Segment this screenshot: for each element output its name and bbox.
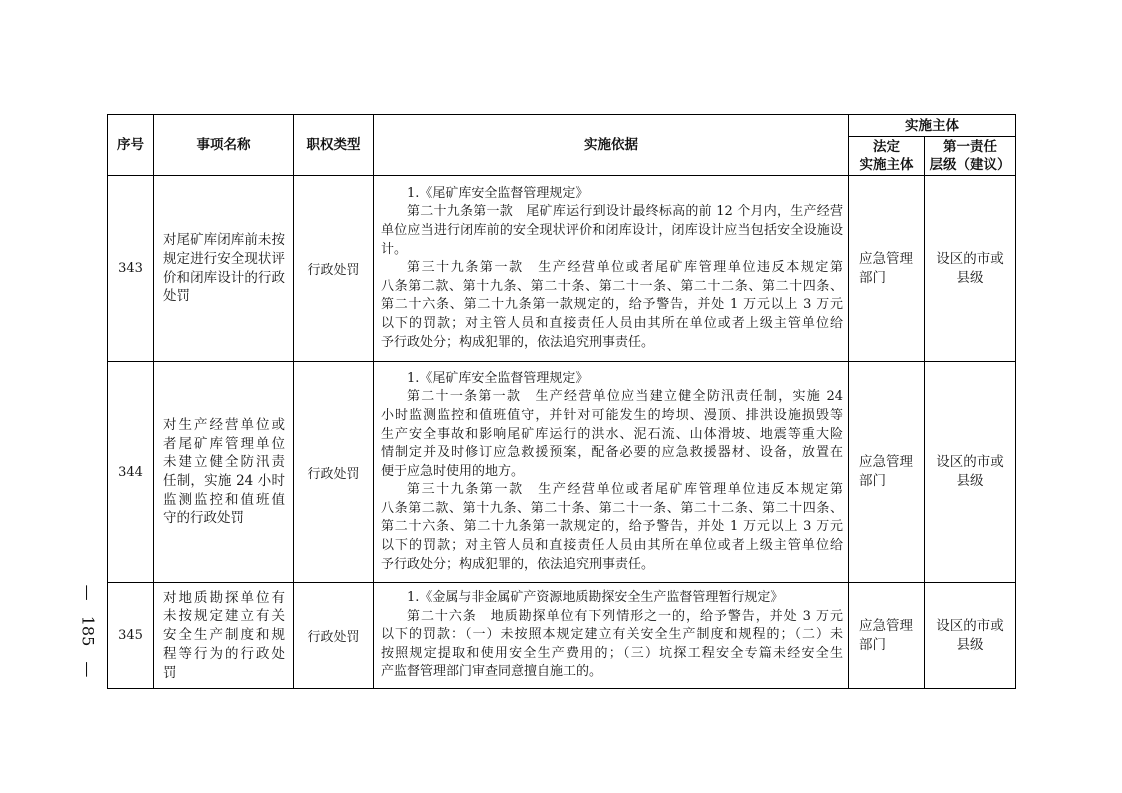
basis-line: 1.《尾矿库安全监督管理规定》 — [407, 370, 589, 386]
cell-basis — [374, 362, 849, 583]
basis-line: 第二十九条第一款 尾矿库运行到设计最终标高的前 12 个月内，生产经营 — [407, 204, 843, 220]
cell-seq: 343 — [108, 176, 154, 362]
basis-line: 第三十九条第一款 生产经营单位或者尾矿库管理单位违反本规定第 — [407, 482, 843, 498]
item-name-line: 未建立健全防汛责 — [163, 454, 285, 471]
basis-line: 以下的罚款：（一）未按照本规定建立有关安全生产制度和规程的；（二）未 — [381, 627, 843, 643]
basis-paragraph — [381, 259, 843, 352]
basis-line: 单位应当进行闭库前的安全现状评价和闭库设计，闭库设计应当包括安全设施设 — [381, 223, 843, 239]
basis-line: 八条第二款、第十九条、第二十条、第二十一条、第二十二条、第二十四条、 — [381, 500, 843, 516]
cell-power-type: 行政处罚 — [294, 583, 374, 689]
basis-line: 予行政处分；构成犯罪的，依法追究刑事责任。 — [381, 556, 655, 572]
cell-basis — [374, 583, 849, 689]
item-name-line: 对生产经营单位或 — [163, 416, 285, 433]
table-row — [108, 362, 1016, 583]
basis-line: 第二十六条、第二十九条第一款规定的，给予警告，并处 1 万元以上 3 万元 — [381, 519, 843, 535]
basis-paragraph — [381, 370, 843, 389]
basis-line: 产监督管理部门审查同意擅自施工的。 — [381, 664, 603, 680]
item-name-line: 未按规定建立有关 — [163, 608, 285, 625]
cell-legal-subject: 应急管理部门 — [849, 176, 925, 362]
item-name-line: 安全生产制度和规 — [163, 627, 285, 644]
cell-responsibility-level: 设区的市或县级 — [925, 176, 1016, 362]
header-basis: 实施依据 — [374, 115, 849, 176]
header-seq: 序号 — [108, 115, 154, 176]
cell-seq: 344 — [108, 362, 154, 583]
table-row — [108, 583, 1016, 689]
cell-item-name — [154, 362, 294, 583]
item-name-line: 程等行为的行政处 — [163, 645, 285, 662]
header-item-name: 事项名称 — [154, 115, 294, 176]
basis-paragraph — [381, 481, 843, 574]
cell-power-type: 行政处罚 — [294, 362, 374, 583]
item-name-line: 对尾矿库闭库前未按 — [163, 232, 285, 249]
item-name-line: 对地质勘探单位有 — [163, 589, 285, 606]
basis-line: 第三十九条第一款 生产经营单位或者尾矿库管理单位违反本规定第 — [407, 260, 843, 276]
power-list-table — [107, 114, 1016, 689]
basis-line: 1.《金属与非金属矿产资源地质勘探安全生产监督管理暂行规定》 — [407, 590, 784, 606]
basis-paragraph — [381, 608, 843, 682]
basis-line: 第二十六条 地质勘探单位有下列情形之一的，给予警告，并处 3 万元 — [407, 608, 843, 624]
table-body — [108, 176, 1016, 689]
basis-paragraph — [381, 589, 843, 608]
basis-line: 第二十一条第一款 生产经营单位应当建立健全防汛责任制，实施 24 — [407, 389, 843, 405]
header-legal-subject — [849, 137, 925, 176]
cell-power-type: 行政处罚 — [294, 176, 374, 362]
basis-line: 予行政处分；构成犯罪的，依法追究刑事责任。 — [381, 334, 655, 350]
basis-line: 以下的罚款；对主管人员和直接责任人员由其所在单位或者上级主管单位给 — [381, 538, 843, 554]
cell-item-name — [154, 583, 294, 689]
item-name-line: 者尾矿库管理单位 — [163, 435, 285, 452]
header-power-type: 职权类型 — [294, 115, 374, 176]
basis-line: 便于应急时使用的地方。 — [381, 463, 525, 479]
basis-line: 计。 — [381, 241, 408, 257]
cell-basis — [374, 176, 849, 362]
basis-line: 第二十六条、第二十九条第一款规定的，给予警告，并处 1 万元以上 3 万元 — [381, 297, 843, 313]
basis-line: 按照规定提取和使用安全生产费用的；（三）坑探工程安全专篇未经安全生 — [381, 645, 843, 661]
header-responsibility-level-line: 层级（建议） — [929, 157, 1011, 173]
cell-responsibility-level: 设区的市或县级 — [925, 583, 1016, 689]
item-name-line: 价和闭库设计的行政 — [163, 269, 285, 286]
cell-legal-subject: 应急管理部门 — [849, 362, 925, 583]
table-row — [108, 176, 1016, 362]
header-legal-subject-line: 法定 — [873, 139, 900, 155]
header-responsibility-level-line: 第一责任 — [943, 139, 997, 155]
basis-line: 小时监测监控和值班值守，并针对可能发生的垮坝、漫顶、排洪设施损毁等 — [381, 407, 843, 423]
header-row-top — [108, 115, 1016, 137]
header-implementing-subject: 实施主体 — [849, 115, 1016, 137]
page-number: — 185 — — [78, 584, 98, 678]
basis-line: 1.《尾矿库安全监督管理规定》 — [407, 185, 589, 201]
header-responsibility-level — [925, 137, 1016, 176]
basis-paragraph — [381, 185, 843, 204]
cell-responsibility-level: 设区的市或县级 — [925, 362, 1016, 583]
cell-legal-subject: 应急管理部门 — [849, 583, 925, 689]
item-name-line: 监测监控和值班值 — [163, 491, 285, 508]
cell-seq: 345 — [108, 583, 154, 689]
basis-line: 情制定并及时修订应急救援预案，配备必要的应急救援器材、设备，放置在 — [381, 445, 843, 461]
item-name-line: 处罚 — [163, 288, 190, 305]
basis-paragraph — [381, 388, 843, 481]
basis-line: 以下的罚款；对主管人员和直接责任人员由其所在单位或者上级主管单位给 — [381, 315, 843, 331]
basis-paragraph — [381, 203, 843, 259]
table-header — [108, 115, 1016, 176]
header-legal-subject-line: 实施主体 — [859, 157, 914, 173]
cell-item-name — [154, 176, 294, 362]
basis-line: 生产安全事故和影响尾矿库运行的洪水、泥石流、山体滑坡、地震等重大险 — [381, 426, 843, 442]
item-name-line: 规定进行安全现状评 — [163, 250, 285, 267]
item-name-line: 任制，实施 24 小时 — [163, 473, 285, 489]
basis-line: 八条第二款、第十九条、第二十条、第二十一条、第二十二条、第二十四条、 — [381, 278, 843, 294]
item-name-line: 守的行政处罚 — [163, 510, 244, 527]
item-name-line: 罚 — [163, 664, 177, 681]
